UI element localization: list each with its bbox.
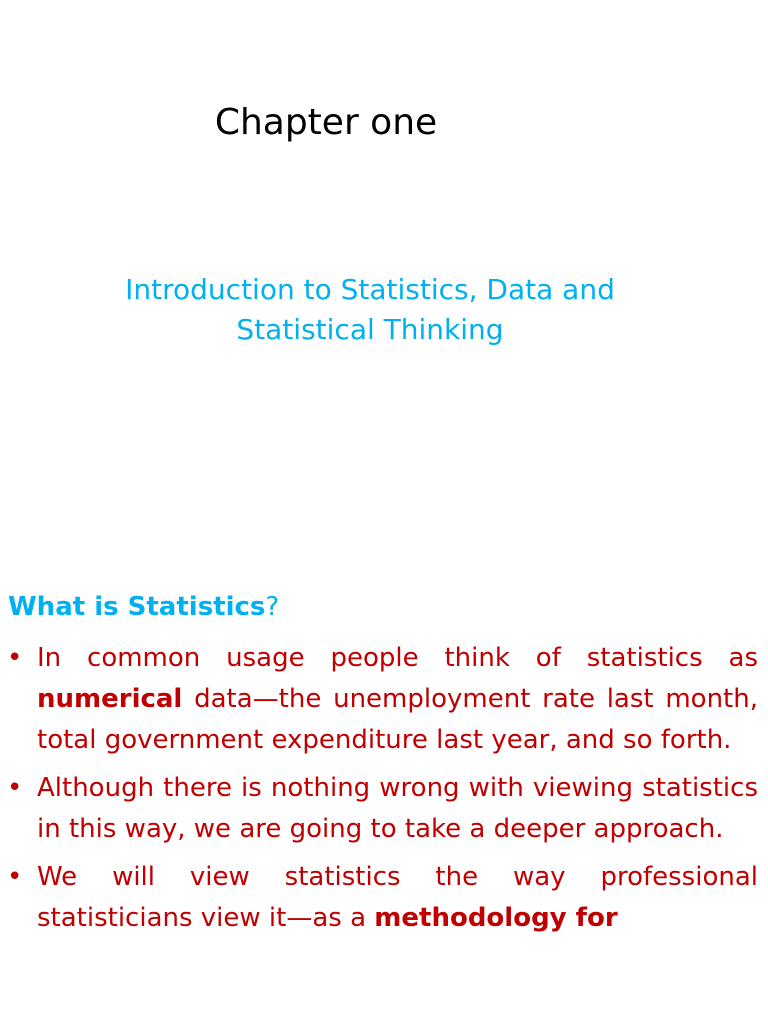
bullet-lead: We will view statistics the way professional statisticians view it—as a — [37, 862, 758, 933]
bullet-dot-icon: • — [7, 643, 23, 673]
section-heading-mark: ? — [265, 592, 280, 622]
subtitle-line-2: Statistical Thinking — [236, 313, 504, 346]
bullet-tail: data—the unemployment rate last month, total government expenditure last year, and so forth. — [37, 684, 758, 755]
bullet-item — [0, 857, 768, 939]
subtitle-line-1: Introduction to Statistics, Data and — [125, 273, 615, 306]
bullet-bold: numerical — [37, 684, 183, 714]
chapter-title: Chapter one — [214, 102, 438, 143]
bullet-item — [0, 768, 768, 850]
bullet-bold: methodology for — [374, 903, 618, 933]
bullet-lead: In common usage people think of statistics as — [37, 643, 758, 673]
bullet-dot-icon: • — [7, 862, 23, 892]
chapter-subtitle — [0, 270, 740, 350]
bullet-item — [0, 638, 768, 761]
section-heading — [8, 588, 279, 626]
bullet-list — [0, 638, 768, 946]
bullet-dot-icon: • — [7, 773, 23, 803]
section-heading-text: What is Statistics — [8, 592, 266, 622]
bullet-lead: Although there is nothing wrong with viewing statistics in this way, we are going to take a deeper approach. — [37, 773, 758, 844]
